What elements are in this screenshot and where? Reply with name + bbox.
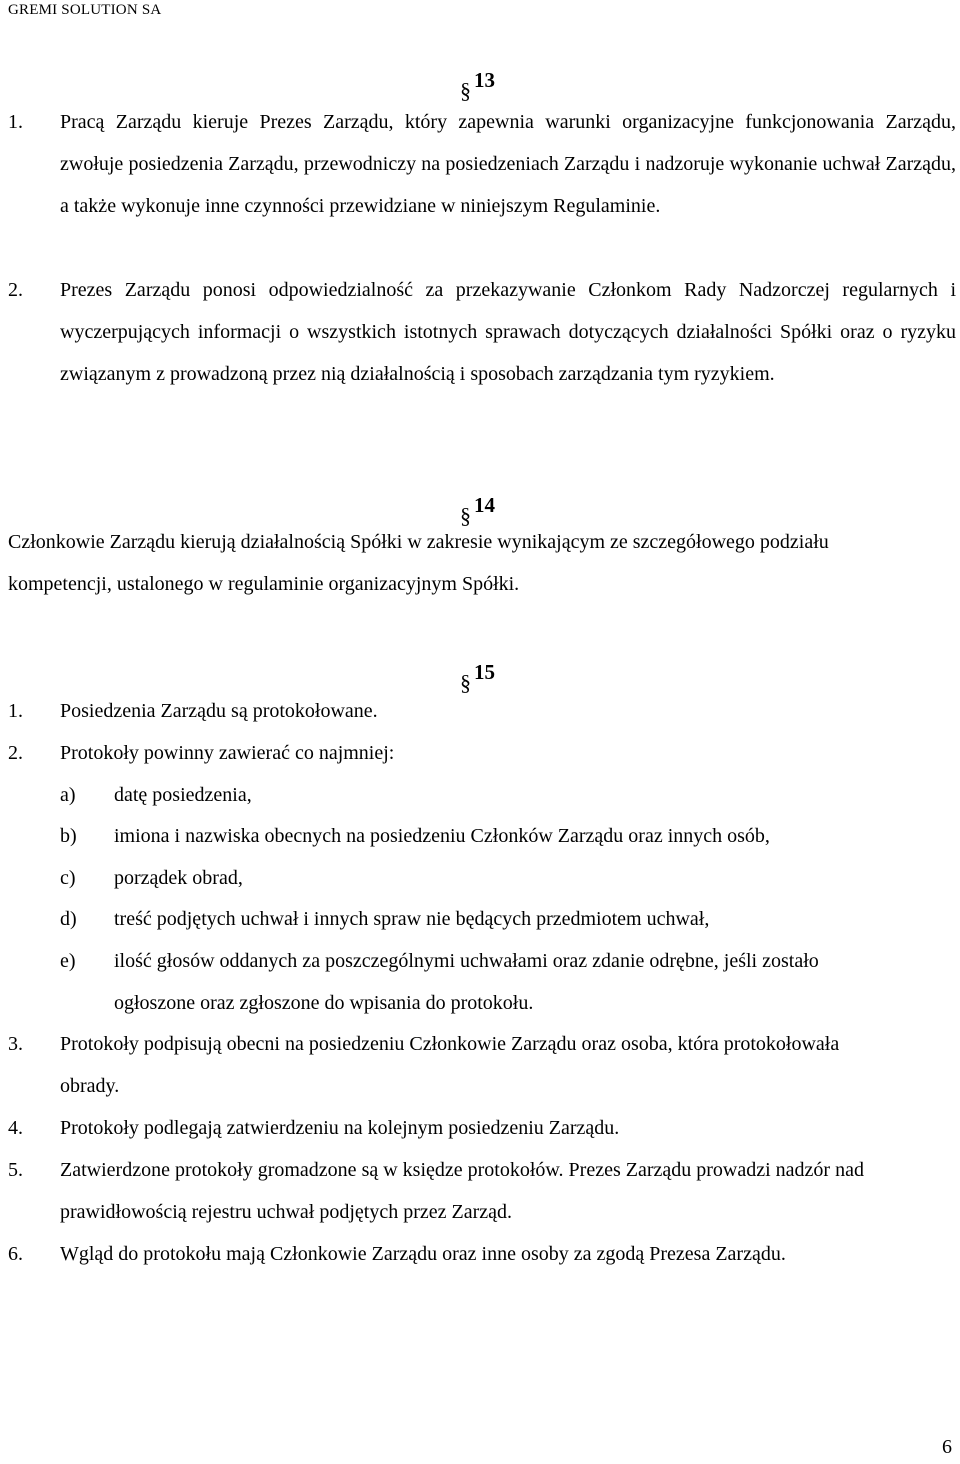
section-14-text: Członkowie Zarządu kierują działalnością Spółki w zakresie wynikającym ze szczegółowego podziału kompetencji, ustalonego w regulaminie organizacyjnym Spółki.: [8, 531, 829, 595]
item-marker: 5.: [8, 1159, 23, 1181]
item-text: Zatwierdzone protokoły gromadzone są w księdze protokołów. Prezes Zarządu prowadzi nadzór nad prawidłowością rejestru uchwał podjętych przez Zarząd.: [60, 1159, 864, 1223]
document-header: GREMI SOLUTION SA: [8, 2, 162, 18]
sub-item-a: [60, 774, 940, 816]
section-number: 15: [474, 660, 495, 684]
section-number: 14: [474, 493, 495, 517]
item-text: Protokoły podlegają zatwierdzeniu na kolejnym posiedzeniu Zarządu.: [60, 1117, 620, 1139]
section-15-item-3: [8, 1023, 956, 1107]
sub-item-e: [60, 940, 940, 1024]
sub-item-text: porządek obrad,: [114, 867, 243, 889]
sub-item-text: ilość głosów oddanych za poszczególnymi uchwałami oraz zdanie odrębne, jeśli zostało ogłoszone oraz zgłoszone do wpisania do protokołu.: [114, 950, 819, 1014]
sub-item-marker: d): [60, 908, 77, 930]
item-text: Protokoły powinny zawierać co najmniej:: [60, 742, 395, 764]
item-marker: 4.: [8, 1117, 23, 1139]
section-15-item-6: [8, 1233, 956, 1275]
item-text: Pracą Zarządu kieruje Prezes Zarządu, który zapewnia warunki organizacyjne funkcjonowania Zarządu, zwołuje posiedzenia Zarządu, przewodniczy na posiedzeniach Zarządu i nadzoruje wykonanie uchwał Zarządu, a także wykonuje inne czynności przewidziane w niniejszym Regulaminie.: [60, 111, 956, 217]
item-text: Posiedzenia Zarządu są protokołowane.: [60, 700, 378, 722]
item-marker: 2.: [8, 742, 23, 764]
section-15-item-4: [8, 1107, 956, 1149]
section-sign: §: [460, 78, 471, 103]
section-13-item-1: [8, 101, 956, 227]
item-text: Prezes Zarządu ponosi odpowiedzialność za przekazywanie Członkom Rady Nadzorczej regularnych i wyczerpujących informacji o wszystkich istotnych sprawach dotyczących działalności Spółki oraz o ryzyku związanym z prowadzoną przez nią działalnością i sposobach zarządzania tym ryzykiem.: [60, 279, 956, 385]
item-text: Protokoły podpisują obecni na posiedzeniu Członkowie Zarządu oraz osoba, która protokołowała obrady.: [60, 1033, 840, 1097]
section-15-item-5: [8, 1149, 956, 1233]
sub-item-marker: e): [60, 950, 76, 972]
sub-item-c: [60, 857, 940, 899]
item-text: Wgląd do protokołu mają Członkowie Zarządu oraz inne osoby za zgodą Prezesa Zarządu.: [60, 1243, 786, 1265]
page-number: 6: [942, 1436, 952, 1458]
sub-item-text: treść podjętych uchwał i innych spraw nie będących przedmiotem uchwał,: [114, 908, 710, 930]
section-sign: §: [460, 503, 471, 528]
section-sign: §: [460, 670, 471, 695]
sub-item-text: datę posiedzenia,: [114, 784, 252, 806]
section-15-item-1: [8, 690, 956, 732]
sub-item-marker: c): [60, 867, 76, 889]
item-marker: 1.: [8, 111, 23, 133]
item-marker: 6.: [8, 1243, 23, 1265]
sub-item-b: [60, 815, 940, 857]
item-marker: 3.: [8, 1033, 23, 1055]
item-marker: 1.: [8, 700, 23, 722]
sub-item-marker: a): [60, 784, 76, 806]
section-15-item-2: [8, 732, 956, 774]
item-marker: 2.: [8, 279, 23, 301]
section-number: 13: [474, 68, 495, 92]
sub-item-d: [60, 898, 940, 940]
section-13-item-2: [8, 269, 956, 395]
sub-item-text: imiona i nazwiska obecnych na posiedzeniu Członków Zarządu oraz innych osób,: [114, 825, 770, 847]
sub-item-marker: b): [60, 825, 77, 847]
